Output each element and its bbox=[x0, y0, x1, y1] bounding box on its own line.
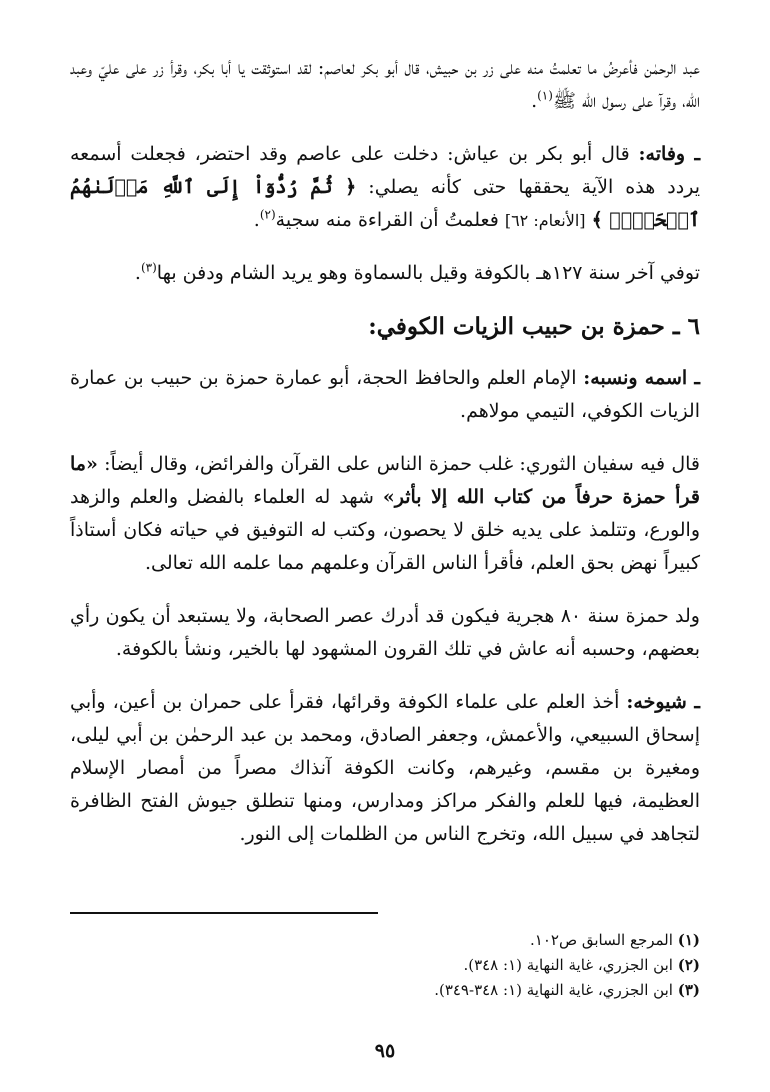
footnote-text: ابن الجزري، غاية النهاية (١: ٣٤٨). bbox=[463, 956, 673, 974]
quran-verse: ﴿ ثُمَّ رُدُّوٓاْ إِلَى ٱللَّهِ مَوۡلَىٰهُمُ ٱلۡحَقِّۚ ﴾ bbox=[70, 176, 700, 231]
paragraph-1-text: عبد الرحمٰن فأعرضُ ما تعلمتُ منه على زر بن حبيش، قال أبو بكر لعاصم: لقد استوثقت يا أبا بكر، وقرأ زر على عليّ وعبد الله، وقرآ على رسول الله ﷺ bbox=[70, 57, 700, 112]
footnote-number: (١) bbox=[677, 931, 700, 949]
footnote-item bbox=[70, 953, 700, 978]
paragraph-praise bbox=[70, 448, 700, 580]
footnote-number: (٢) bbox=[677, 956, 700, 974]
paragraph-name-lineage bbox=[70, 362, 700, 428]
praise-quote: «ما قرأ حمزة حرفاً من كتاب الله إلا بأثر» bbox=[70, 453, 700, 508]
paragraph-1-end: . bbox=[531, 90, 538, 112]
footnote-ref-2: (٢) bbox=[259, 207, 276, 222]
section-heading: ٦ ـ حمزة بن حبيب الزيات الكوفي: bbox=[368, 313, 700, 340]
burial-end: . bbox=[134, 262, 141, 284]
footnote-ref-3: (٣) bbox=[140, 260, 157, 275]
paragraph-birth bbox=[70, 600, 700, 666]
footnote-item bbox=[70, 928, 700, 953]
footnote-number: (٣) bbox=[677, 981, 700, 999]
footnote-ref-1: (١) bbox=[537, 88, 553, 103]
praise-text-2: شهد له العلماء بالفضل والعلم والزهد والورع، وتتلمذ على يديه خلق لا يحصون، وكتب له التوفيق في حياته فكان أستاذاً كبيراً نهض بحق العلم، فأقرأ الناس القرآن وعلمهم مما علمه الله تعالى. bbox=[70, 486, 700, 574]
name-label: ـ اسمه ونسبه: bbox=[583, 367, 700, 389]
paragraph-teachers bbox=[70, 686, 700, 851]
name-text: الإمام العلم والحافظ الحجة، أبو عمارة حمزة بن حبيب بن عمارة الزيات الكوفي، التيمي مولاهم. bbox=[70, 367, 700, 422]
teachers-text: أخذ العلم على علماء الكوفة وقرائها، فقرأ على حمران بن أعين، وأبي إسحاق السبيعي، والأعمش، وجعفر الصادق، ومحمد بن عبد الرحمٰن بن أبي ليلى، ومغيرة بن مقسم، وغيرهم، وكانت الكوفة آنذاك مصراً من أمصار الإسلام العظيمة، فيها للعلم والفكر مراكز ومدارس، ومنها تنطلق جيوش الفتح الظافرة لتجاهد في سبيل الله، وتخرج الناس من الظلمات إلى النور. bbox=[70, 691, 700, 845]
footnote-text: ابن الجزري، غاية النهاية (١: ٣٤٨-٣٤٩). bbox=[434, 981, 673, 999]
death-label: ـ وفاته: bbox=[638, 143, 701, 165]
footnote-item bbox=[70, 978, 700, 1003]
footnote-divider bbox=[70, 912, 378, 914]
death-end: . bbox=[253, 209, 260, 231]
quran-citation: [الأنعام: ٦٢] bbox=[504, 211, 586, 230]
birth-text: ولد حمزة سنة ٨٠ هجرية فيكون قد أدرك عصر الصحابة، ولا يستبعد أن يكون رأي بعضهم، وحسبه أنه عاش في تلك القرون المشهود لها بالخير، ونشأ بالكوفة. bbox=[70, 605, 700, 660]
burial-text: توفي آخر سنة ١٢٧هـ بالكوفة وقيل بالسماوة وهو يريد الشام ودفن بها bbox=[156, 262, 700, 284]
death-text-2: فعلمتُ أن القراءة منه سجية bbox=[275, 209, 499, 231]
paragraph-death bbox=[70, 138, 700, 237]
footnote-text: المرجع السابق ص١٠٢. bbox=[529, 931, 673, 949]
praise-text-1: قال فيه سفيان الثوري: غلب حمزة الناس على القرآن والفرائض، وقال أيضاً: bbox=[104, 453, 700, 475]
page-number: ٩٥ bbox=[374, 1040, 396, 1062]
paragraph-burial bbox=[70, 257, 700, 290]
paragraph-1 bbox=[70, 52, 700, 118]
footnotes bbox=[70, 928, 700, 1003]
teachers-label: ـ شيوخه: bbox=[626, 691, 700, 713]
page-body bbox=[70, 52, 700, 871]
death-text: قال أبو بكر بن عياش: دخلت على عاصم وقد احتضر، فجعلت أسمعه يردد هذه الآية يحققها حتى كأنه يصلي: bbox=[70, 143, 700, 198]
